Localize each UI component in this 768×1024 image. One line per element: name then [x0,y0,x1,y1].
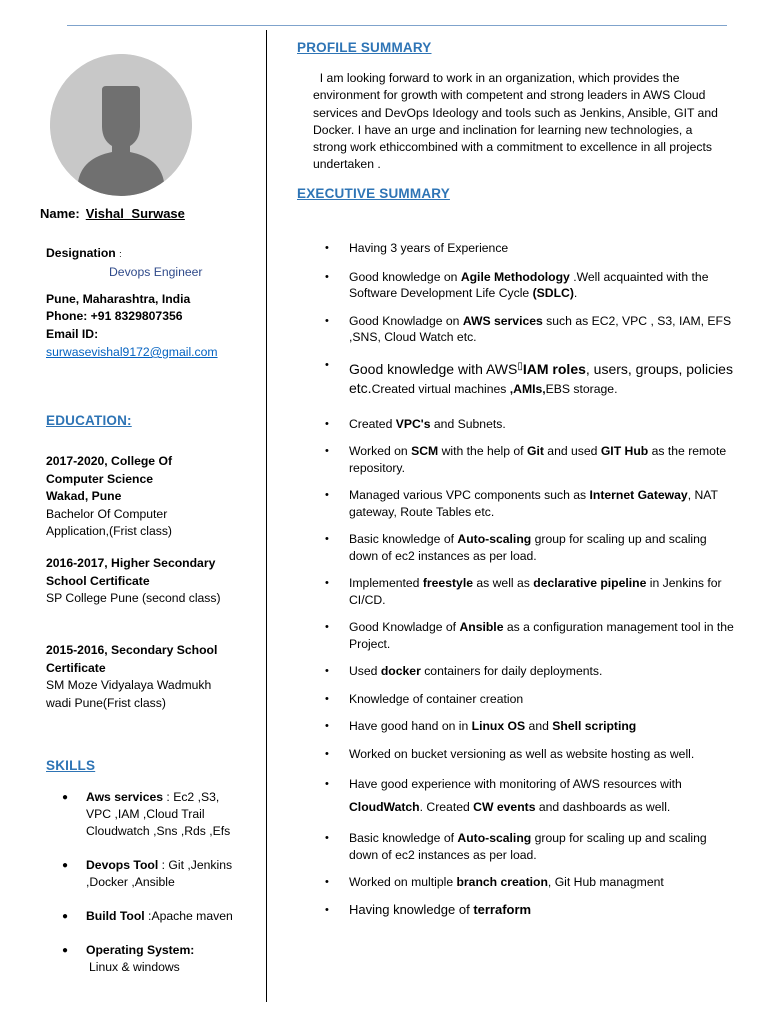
skill-item [46,942,246,976]
skill-sep: : [163,790,174,804]
education-desc: Application,(Frist class) [46,524,172,538]
skill-label: Operating System: [86,943,195,957]
designation-colon: : [119,249,122,259]
education-title: 2017-2020, College Of [46,454,172,468]
executive-summary-list [325,240,735,918]
list-item: • Have good experience with monitoring of AWS resources with CloudWatch. Created CW events and dashboards as well. [325,773,735,819]
list-item: • Good knowledge with AWS▯IAM roles, users, groups, policies etc.Created virtual machines ,AMIs,EBS storage. [325,357,735,398]
skill-item [46,908,246,925]
list-item: • Good Knowladge on AWS services such as EC2, VPC , S3, IAM, EFS ,SNS, Cloud Watch etc. [325,313,735,346]
skill-value: Git ,Jenkins ,Docker ,Ansible [86,858,233,889]
education-title: Computer Science [46,471,154,486]
skill-value: Ec2 ,S3, VPC ,IAM ,Cloud Trail Cloudwatch ,Sns ,Rds ,Efs [86,790,231,838]
list-item: • Implemented freestyle as well as declarative pipeline in Jenkins for CI/CD. [325,575,735,608]
education-entry [46,642,217,712]
email-row [46,344,218,362]
list-item: • Created VPC's and Subnets. [325,416,735,433]
education-title: Certificate [46,660,106,675]
missing-glyph-icon: ▯ [517,360,523,372]
education-entry [46,453,172,541]
skills-heading: SKILLS [46,758,96,773]
list-item: • Basic knowledge of Auto-scaling group for scaling up and scaling down of ec2 instances as per load. [325,830,735,863]
education-desc: SP College Pune (second class) [46,591,221,605]
person-silhouette-icon [50,54,192,196]
skill-sep: : [158,858,169,872]
list-item: • Used docker containers for daily deployments. [325,663,735,680]
skill-label: Aws services [86,790,164,804]
skill-label: Devops Tool [86,858,159,872]
skill-value: Apache maven [151,909,233,923]
education-title: 2016-2017, Higher Secondary [46,556,216,570]
list-item: • Having 3 years of Experience [325,240,735,257]
education-desc: wadi Pune(Frist class) [46,695,166,710]
skill-label: Build Tool [86,909,145,923]
list-item: • Good knowledge on Agile Methodology .Well acquainted with the Software Development Life Cycle (SDLC). [325,269,735,302]
education-title: Wakad, Pune [46,489,122,503]
profile-summary-heading: PROFILE SUMMARY [297,40,432,55]
designation-label: Designation [46,246,116,260]
list-item: • Managed various VPC components such as Internet Gateway, NAT gateway, Route Tables etc. [325,487,735,520]
list-item: • Have good hand on in Linux OS and Shell scripting [325,718,735,735]
list-item: • Worked on SCM with the help of Git and used GIT Hub as the remote repository. [325,443,735,476]
top-rule [67,25,727,26]
avatar [50,54,192,196]
email-link[interactable]: surwasevishal9172@gmail.com [46,345,218,359]
location: Pune, Maharashtra, India [46,292,191,306]
list-item: • Having knowledge of terraform [325,902,735,919]
education-desc: Bachelor Of Computer [46,506,168,521]
skill-item [46,789,246,840]
column-divider [266,30,267,1002]
email-label: Email ID: [46,327,99,341]
education-entry [46,555,221,608]
list-item: • Worked on bucket versioning as well as website hosting as well. [325,746,735,763]
skill-sep: : [144,909,152,923]
education-heading: EDUCATION: [46,413,132,428]
list-item: • Basic knowledge of Auto-scaling group for scaling up and scaling down of ec2 instances as per load. [325,531,735,564]
name-line [40,206,185,221]
profile-summary-text [313,70,723,174]
education-title: School Certificate [46,573,150,588]
executive-summary-heading: EXECUTIVE SUMMARY [297,186,450,201]
skills-list [46,789,246,993]
list-item: • Good Knowladge of Ansible as a configuration management tool in the Project. [325,619,735,652]
profile-summary-body: I am looking forward to work in an organization, which provides the environment for growth with competent and strong leaders in AWS Cloud services and DevOps Ideology and tools such as Jenkins, Ansible, GIT and Docker. I have an urge and inclination for learning new technologies, a strong work ethiccombined with a commitment to excellence in all projects undertaken . [313,71,718,172]
name-value: Vishal Surwase [85,206,185,221]
skill-item [46,857,246,891]
education-title: 2015-2016, Secondary School [46,643,218,657]
education-desc: SM Moze Vidyalaya Wadmukh [46,678,212,692]
list-item: • Worked on multiple branch creation, Git Hub managment [325,874,735,891]
designation-value: Devops Engineer [109,265,203,279]
name-label: Name: [40,206,80,221]
skill-value: Linux & windows [89,960,180,974]
list-item: • Knowledge of container creation [325,691,735,708]
phone: Phone: +91 8329807356 [46,309,183,323]
designation-line [46,245,122,264]
